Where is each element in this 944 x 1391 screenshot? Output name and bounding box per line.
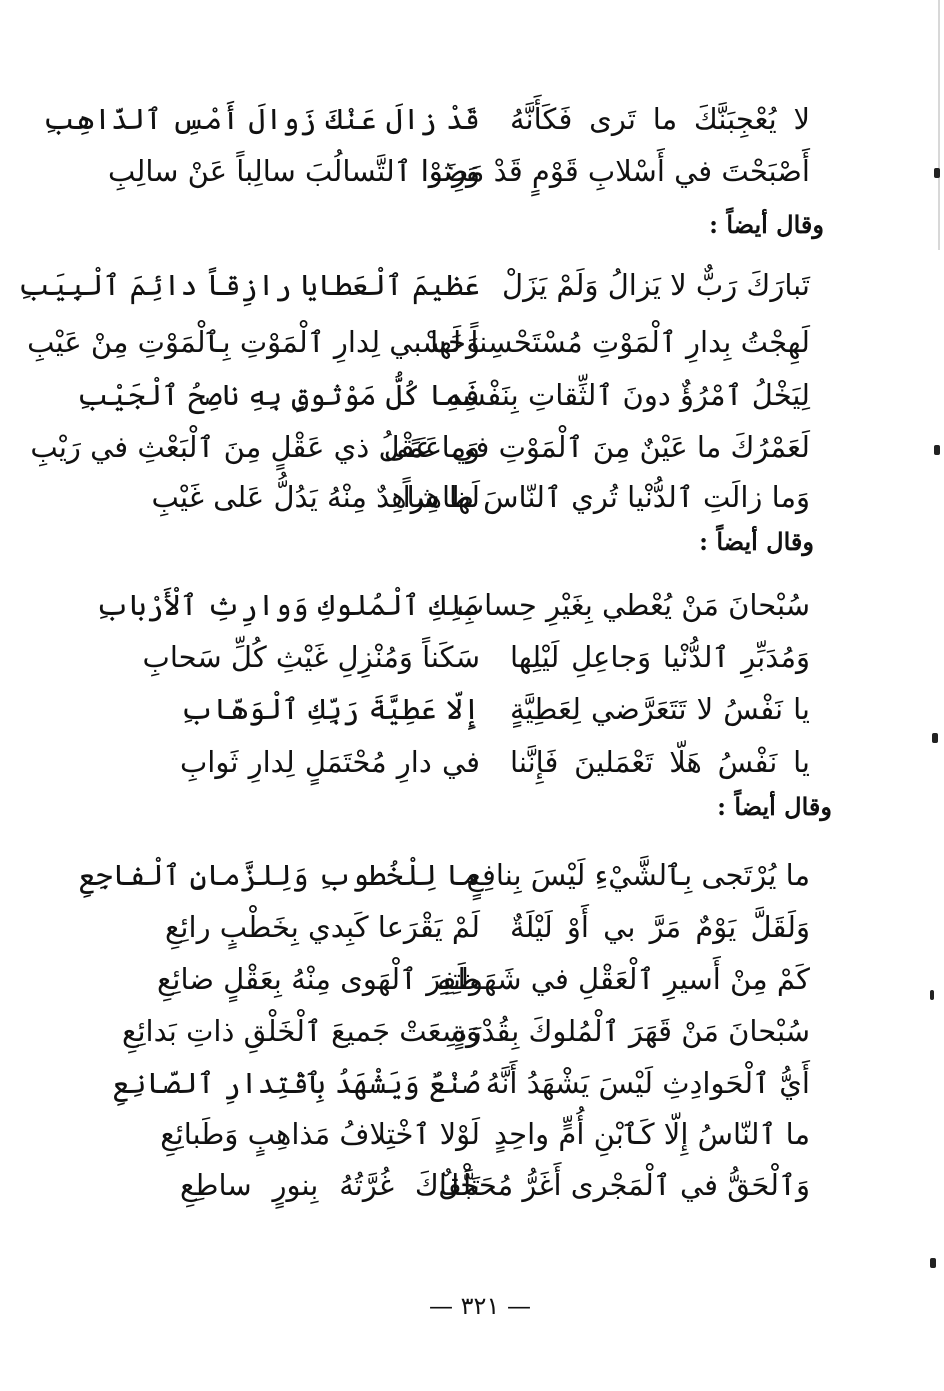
- verse-first-hemistich: وَٱلْحَقُّ في ٱلْمَجْرى أَغَرُّ مُحَجَّلٌ: [438, 1168, 810, 1202]
- verse-second-hemistich: قَدْ زالَ عَنْكَ زَوالَ أَمْسِ ٱلذّاهِبِ: [43, 102, 480, 136]
- verse-second-hemistich: تَلْقاكَ غُرَّتُهُ بِنورٍ ساطِعِ: [180, 1168, 480, 1202]
- verse-first-hemistich: سُبْحانَ مَنْ يُعْطي بِغَيْرِ حِسابِ: [456, 588, 810, 622]
- verse-line: [0, 952, 944, 1006]
- verse-second-hemistich: مَلِكِ ٱلْمُلوكِ وَوارِثِ ٱلْأَرْبابِ: [95, 588, 480, 622]
- verse-first-hemistich: وَمُدَبِّرِ ٱلدُّنْيا وَجاعِلِ لَيْلِها: [510, 640, 810, 674]
- verse-line: [0, 1056, 944, 1110]
- verse-second-hemistich: صُنْعٌ وَيَشْهَدُ بِٱقْتِدارِ ٱلصّانِعِ: [112, 1066, 480, 1100]
- verse-first-hemistich: سُبْحانَ مَنْ قَهَرَ ٱلْمُلوكَ بِقُدْرَةٍ: [452, 1014, 810, 1048]
- verse-second-hemistich: ما لِلْخُطوبِ وَلِلزَّمانِ ٱلْفاجِعِ: [78, 858, 480, 892]
- margin-speck: [934, 445, 940, 455]
- margin-speck: [932, 733, 938, 743]
- verse-line: [0, 735, 944, 789]
- verse-line: [0, 368, 944, 422]
- margin-speck: [934, 168, 940, 178]
- verse-second-hemistich: لَوْلا ٱخْتِلافُ مَذاهِبٍ وَطَبائِعِ: [160, 1117, 480, 1151]
- verse-first-hemistich: ما ٱلنّاسُ إِلّا كَٱبْنِ أُمٍّ واحِدٍ: [493, 1117, 810, 1151]
- verse-first-hemistich: وَما زالَتِ ٱلدُّنْيا تُري ٱلنّاسَ ظاهِراً: [402, 480, 810, 514]
- verse-line: [0, 144, 944, 198]
- verse-first-hemistich: لَهِجْتُ بِدارِ ٱلْمَوْتِ مُسْتَحْسِناً لَها: [430, 325, 810, 359]
- verse-line: [0, 1004, 944, 1058]
- verse-second-hemistich: فَما كُلُّ مَوْثوقٍ بِهِ ناصِحُ ٱلْجَيْبِ: [77, 378, 480, 412]
- verse-second-hemistich: وَحَسْبي لِدارِ ٱلْمَوْتِ بِٱلْمَوْتِ مِنْ عَيْبِ: [27, 325, 480, 359]
- verse-line: [0, 900, 944, 954]
- verse-second-hemistich: إِلّا عَطِيَّةَ رَبِّكِ ٱلْوَهّابِ: [180, 692, 480, 726]
- verse-first-hemistich: لا يُعْجِبَنَّكَ ما تَرى فَكَأَنَّهُ: [510, 102, 810, 136]
- verse-first-hemistich: ما يُرْتَجى بِٱلشَّيْءِ لَيْسَ بِنافِعٍ: [466, 858, 810, 892]
- margin-speck: [930, 1258, 936, 1268]
- verse-first-hemistich: يا نَفْسُ لا تَتَعَرَّضي لِعَطِيَّةٍ: [510, 692, 810, 726]
- verse-first-hemistich: يا نَفْسُ هَلّا تَعْمَلينَ فَإِنَّنا: [510, 745, 810, 779]
- verse-line: [0, 1107, 944, 1161]
- verse-line: [0, 848, 944, 902]
- verse-line: [0, 470, 944, 524]
- verse-first-hemistich: تَبارَكَ رَبٌّ لا يَزالُ وَلَمْ يَزَلْ: [502, 268, 810, 302]
- verse-second-hemistich: لَها شاهِدٌ مِنْهُ يَدُلُّ عَلى غَيْبِ: [151, 480, 480, 514]
- verse-line: [0, 682, 944, 736]
- verse-first-hemistich: وَلَقَلَّ يَوْمٌ مَرَّ بي أَوْ لَيْلَةٌ: [510, 910, 810, 944]
- verse-second-hemistich: لَمْ يَقْرَعا كَبِدي بِخَطْبٍ رائِعِ: [165, 910, 480, 944]
- section-heading: وقال أيضاً :: [709, 210, 824, 239]
- verse-second-hemistich: في دارِ مُحْتَمَلٍ لِدارِ ثَوابِ: [180, 745, 480, 779]
- page-number: — ٣٢١ —: [429, 1292, 531, 1320]
- verse-line: [0, 92, 944, 146]
- verse-line: [0, 258, 944, 312]
- verse-second-hemistich: ظَفِرَ ٱلْهَوى مِنْهُ بِعَقْلٍ ضائِعِ: [157, 962, 480, 996]
- margin-speck: [930, 990, 934, 1000]
- section-heading: وقال أيضاً :: [699, 527, 814, 556]
- verse-line: [0, 1158, 944, 1212]
- verse-line: [0, 630, 944, 684]
- verse-second-hemistich: وَسِعَتْ جَميعَ ٱلْخَلْقِ ذاتِ بَدائِعِ: [122, 1014, 480, 1048]
- verse-first-hemistich: أَيُّ ٱلْحَوادِثِ لَيْسَ يَشْهَدُ أَنَّهُ: [485, 1066, 810, 1100]
- verse-first-hemistich: لَعَمْرُكَ ما عَيْنٌ مِنَ ٱلْمَوْتِ في عَمًى: [383, 430, 810, 464]
- verse-line: [0, 315, 944, 369]
- verse-line: [0, 420, 944, 474]
- verse-first-hemistich: كَمْ مِنْ أَسيرِ ٱلْعَقْلِ في شَهَواتِهِ: [437, 962, 810, 996]
- verse-first-hemistich: أَصْبَحْتَ في أَسْلابِ قَوْمٍ قَدْ مَضَوْا: [420, 154, 810, 188]
- verse-second-hemistich: وَما عَقْلُ ذي عَقْلٍ مِنَ ٱلْبَعْثِ في رَيْبِ: [30, 430, 480, 464]
- verse-second-hemistich: عَظيمَ ٱلْعَطايا رازِقاً دائِمَ ٱلْبِيَبِ: [18, 268, 480, 302]
- section-heading: وقال أيضاً :: [717, 792, 832, 821]
- verse-first-hemistich: لِيَخْلُ ٱمْرُؤٌ دونَ ٱلثِّقاتِ بِنَفْسِهِ: [445, 378, 810, 412]
- verse-second-hemistich: سَكَناً وَمُنْزِلِ غَيْثِ كُلِّ سَحابِ: [142, 640, 480, 674]
- verse-second-hemistich: وَرِثوا ٱلتَّسالُبَ سالِباً عَنْ سالِبِ: [108, 154, 480, 188]
- verse-line: [0, 578, 944, 632]
